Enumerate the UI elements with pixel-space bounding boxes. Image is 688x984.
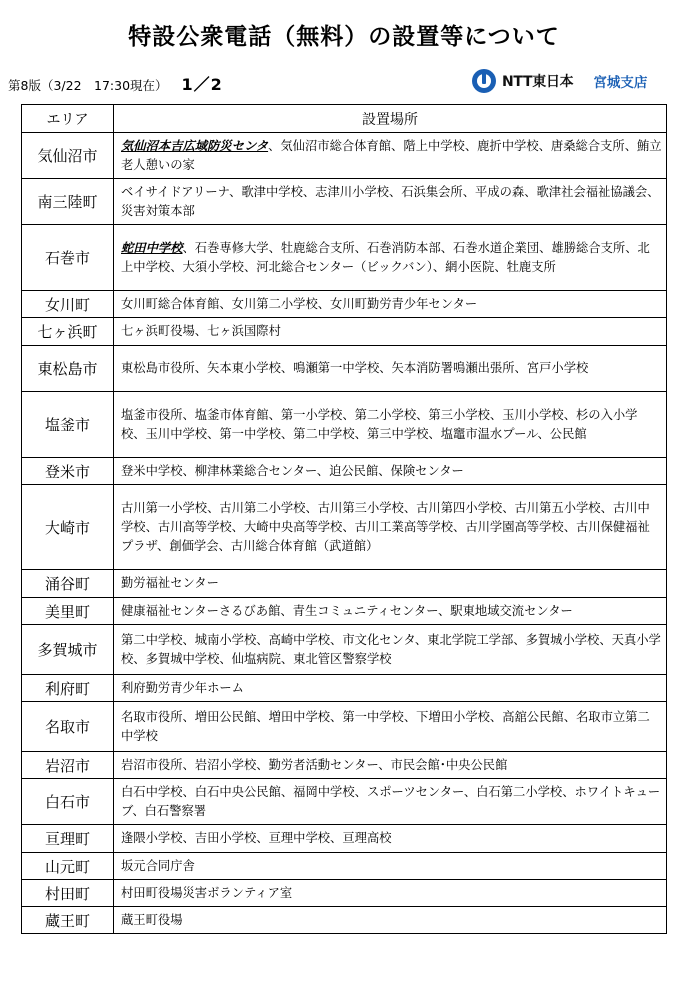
places-text: 白石中学校、白石中央公民館、福岡中学校、スポーツセンター、白石第二小学校、ホワイトキューブ、白石警察署 <box>121 784 661 818</box>
table-row <box>22 702 667 752</box>
installation-table <box>21 104 667 934</box>
places-text: 利府勤労青少年ホーム <box>121 680 244 695</box>
places-text: 塩釜市役所、塩釜市体育館、第一小学校、第二小学校、第三小学校、玉川小学校、杉の入小学校、玉川中学校、第一中学校、第二中学校、第三中学校、塩竈市温水プール、公民館 <box>121 407 638 441</box>
table-row <box>22 133 667 179</box>
places-text: 女川町総合体育館、女川第二小学校、女川町勤労青少年センター <box>121 296 478 311</box>
places-text: 、石巻専修大学、牡鹿総合支所、石巻消防本部、石巻水道企業団、雄勝総合支所、北上中学校、大須小学校、河北総合センター（ビックバン）、網小医院、牡鹿支所 <box>121 240 650 274</box>
places-cell <box>114 318 667 346</box>
table-row <box>22 458 667 485</box>
places-cell <box>114 458 667 485</box>
area-cell: 白石市 <box>22 779 114 825</box>
area-cell: 七ヶ浜町 <box>22 318 114 346</box>
version-label: 第8版（3/22 17:30現在） <box>8 78 168 93</box>
table-row <box>22 485 667 570</box>
table-row <box>22 675 667 702</box>
area-cell: 塩釜市 <box>22 392 114 458</box>
places-cell <box>114 179 667 225</box>
area-cell: 南三陸町 <box>22 179 114 225</box>
places-cell <box>114 291 667 318</box>
table-body <box>22 133 667 934</box>
table-row <box>22 907 667 934</box>
area-cell: 多賀城市 <box>22 625 114 675</box>
table-row <box>22 392 667 458</box>
places-cell <box>114 133 667 179</box>
ntt-logo-icon <box>472 69 496 93</box>
places-cell <box>114 625 667 675</box>
table-row <box>22 570 667 598</box>
table-row <box>22 291 667 318</box>
brand-block <box>472 68 647 94</box>
places-text: 村田町役場災害ボランティア室 <box>121 885 293 900</box>
places-cell <box>114 485 667 570</box>
places-cell <box>114 702 667 752</box>
places-text: ベイサイドアリーナ、歌津中学校、志津川小学校、石浜集会所、平成の森、歌津社会福祉協議会、災害対策本部 <box>121 184 660 218</box>
table-row <box>22 853 667 880</box>
column-header-places: 設置場所 <box>114 105 667 133</box>
area-cell: 大崎市 <box>22 485 114 570</box>
area-cell: 涌谷町 <box>22 570 114 598</box>
places-text: 古川第一小学校、古川第二小学校、古川第三小学校、古川第四小学校、古川第五小学校、古川中学校、古川高等学校、大崎中央高等学校、古川工業高等学校、古川学園高等学校、古川保健福祉プラザ、創価学会、古川総合体育館（武道館） <box>121 500 650 553</box>
area-cell: 村田町 <box>22 880 114 907</box>
table-row <box>22 318 667 346</box>
places-text: 逢隈小学校、吉田小学校、亘理中学校、亘理高校 <box>121 831 392 845</box>
area-cell: 名取市 <box>22 702 114 752</box>
places-text: 蔵王町役場 <box>121 912 183 927</box>
highlighted-place: 気仙沼本吉広域防災センタ <box>121 138 269 153</box>
table-row <box>22 346 667 392</box>
area-cell: 気仙沼市 <box>22 133 114 179</box>
table-row <box>22 752 667 779</box>
places-text: 健康福祉センターさるびあ館、青生コミュニティセンター、駅東地域交流センター <box>121 603 573 618</box>
area-cell: 利府町 <box>22 675 114 702</box>
page-title: 特設公衆電話（無料）の設置等について <box>128 24 560 50</box>
places-cell <box>114 392 667 458</box>
table-row <box>22 625 667 675</box>
area-cell: 東松島市 <box>22 346 114 392</box>
branch-name: 宮城支店 <box>593 75 648 91</box>
places-text: 東松島市役所、矢本東小学校、鳴瀬第一中学校、矢本消防署鳴瀬出張所、宮戸小学校 <box>121 361 589 375</box>
page-number: 1／2 <box>181 75 223 94</box>
version-line <box>8 72 223 95</box>
places-text: 坂元合同庁舎 <box>121 858 195 873</box>
area-cell: 亘理町 <box>22 825 114 853</box>
table-row <box>22 825 667 853</box>
places-text: 勤労福祉センター <box>121 576 219 590</box>
column-header-area: エリア <box>22 105 114 133</box>
highlighted-place: 蛇田中学校 <box>121 240 183 255</box>
places-cell <box>114 752 667 779</box>
places-text: 名取市役所、増田公民館、増田中学校、第一中学校、下増田小学校、高舘公民館、名取市立第二中学校 <box>121 709 650 743</box>
places-cell <box>114 346 667 392</box>
places-text: 第二中学校、城南小学校、高崎中学校、市文化センタ、東北学院工学部、多賀城小学校、天真小学校、多賀城中学校、仙塩病院、東北管区警察学校 <box>121 632 661 666</box>
places-cell <box>114 675 667 702</box>
table-row <box>22 179 667 225</box>
places-text: 、気仙沼市総合体育館、階上中学校、鹿折中学校、唐桑総合支所、鮪立老人憩いの家 <box>121 138 662 172</box>
area-cell: 蔵王町 <box>22 907 114 934</box>
places-text: 登米中学校、柳津林業総合センター、迫公民館、保険センター <box>121 463 464 478</box>
places-cell <box>114 598 667 625</box>
places-text: 七ヶ浜町役場、七ヶ浜国際村 <box>121 324 281 338</box>
area-cell: 美里町 <box>22 598 114 625</box>
places-cell <box>114 907 667 934</box>
area-cell: 山元町 <box>22 853 114 880</box>
area-cell: 登米市 <box>22 458 114 485</box>
table-row <box>22 779 667 825</box>
places-cell <box>114 880 667 907</box>
table-header-row <box>22 105 667 133</box>
places-text: 岩沼市役所、岩沼小学校、勤労者活動センター、市民会館･中央公民館 <box>121 757 508 772</box>
table-row <box>22 225 667 291</box>
places-cell <box>114 225 667 291</box>
table-row <box>22 880 667 907</box>
places-cell <box>114 853 667 880</box>
area-cell: 岩沼市 <box>22 752 114 779</box>
places-cell <box>114 570 667 598</box>
table-row <box>22 598 667 625</box>
area-cell: 女川町 <box>22 291 114 318</box>
places-cell <box>114 779 667 825</box>
area-cell: 石巻市 <box>22 225 114 291</box>
places-cell <box>114 825 667 853</box>
brand-logo-text: NTT東日本 <box>502 74 574 90</box>
